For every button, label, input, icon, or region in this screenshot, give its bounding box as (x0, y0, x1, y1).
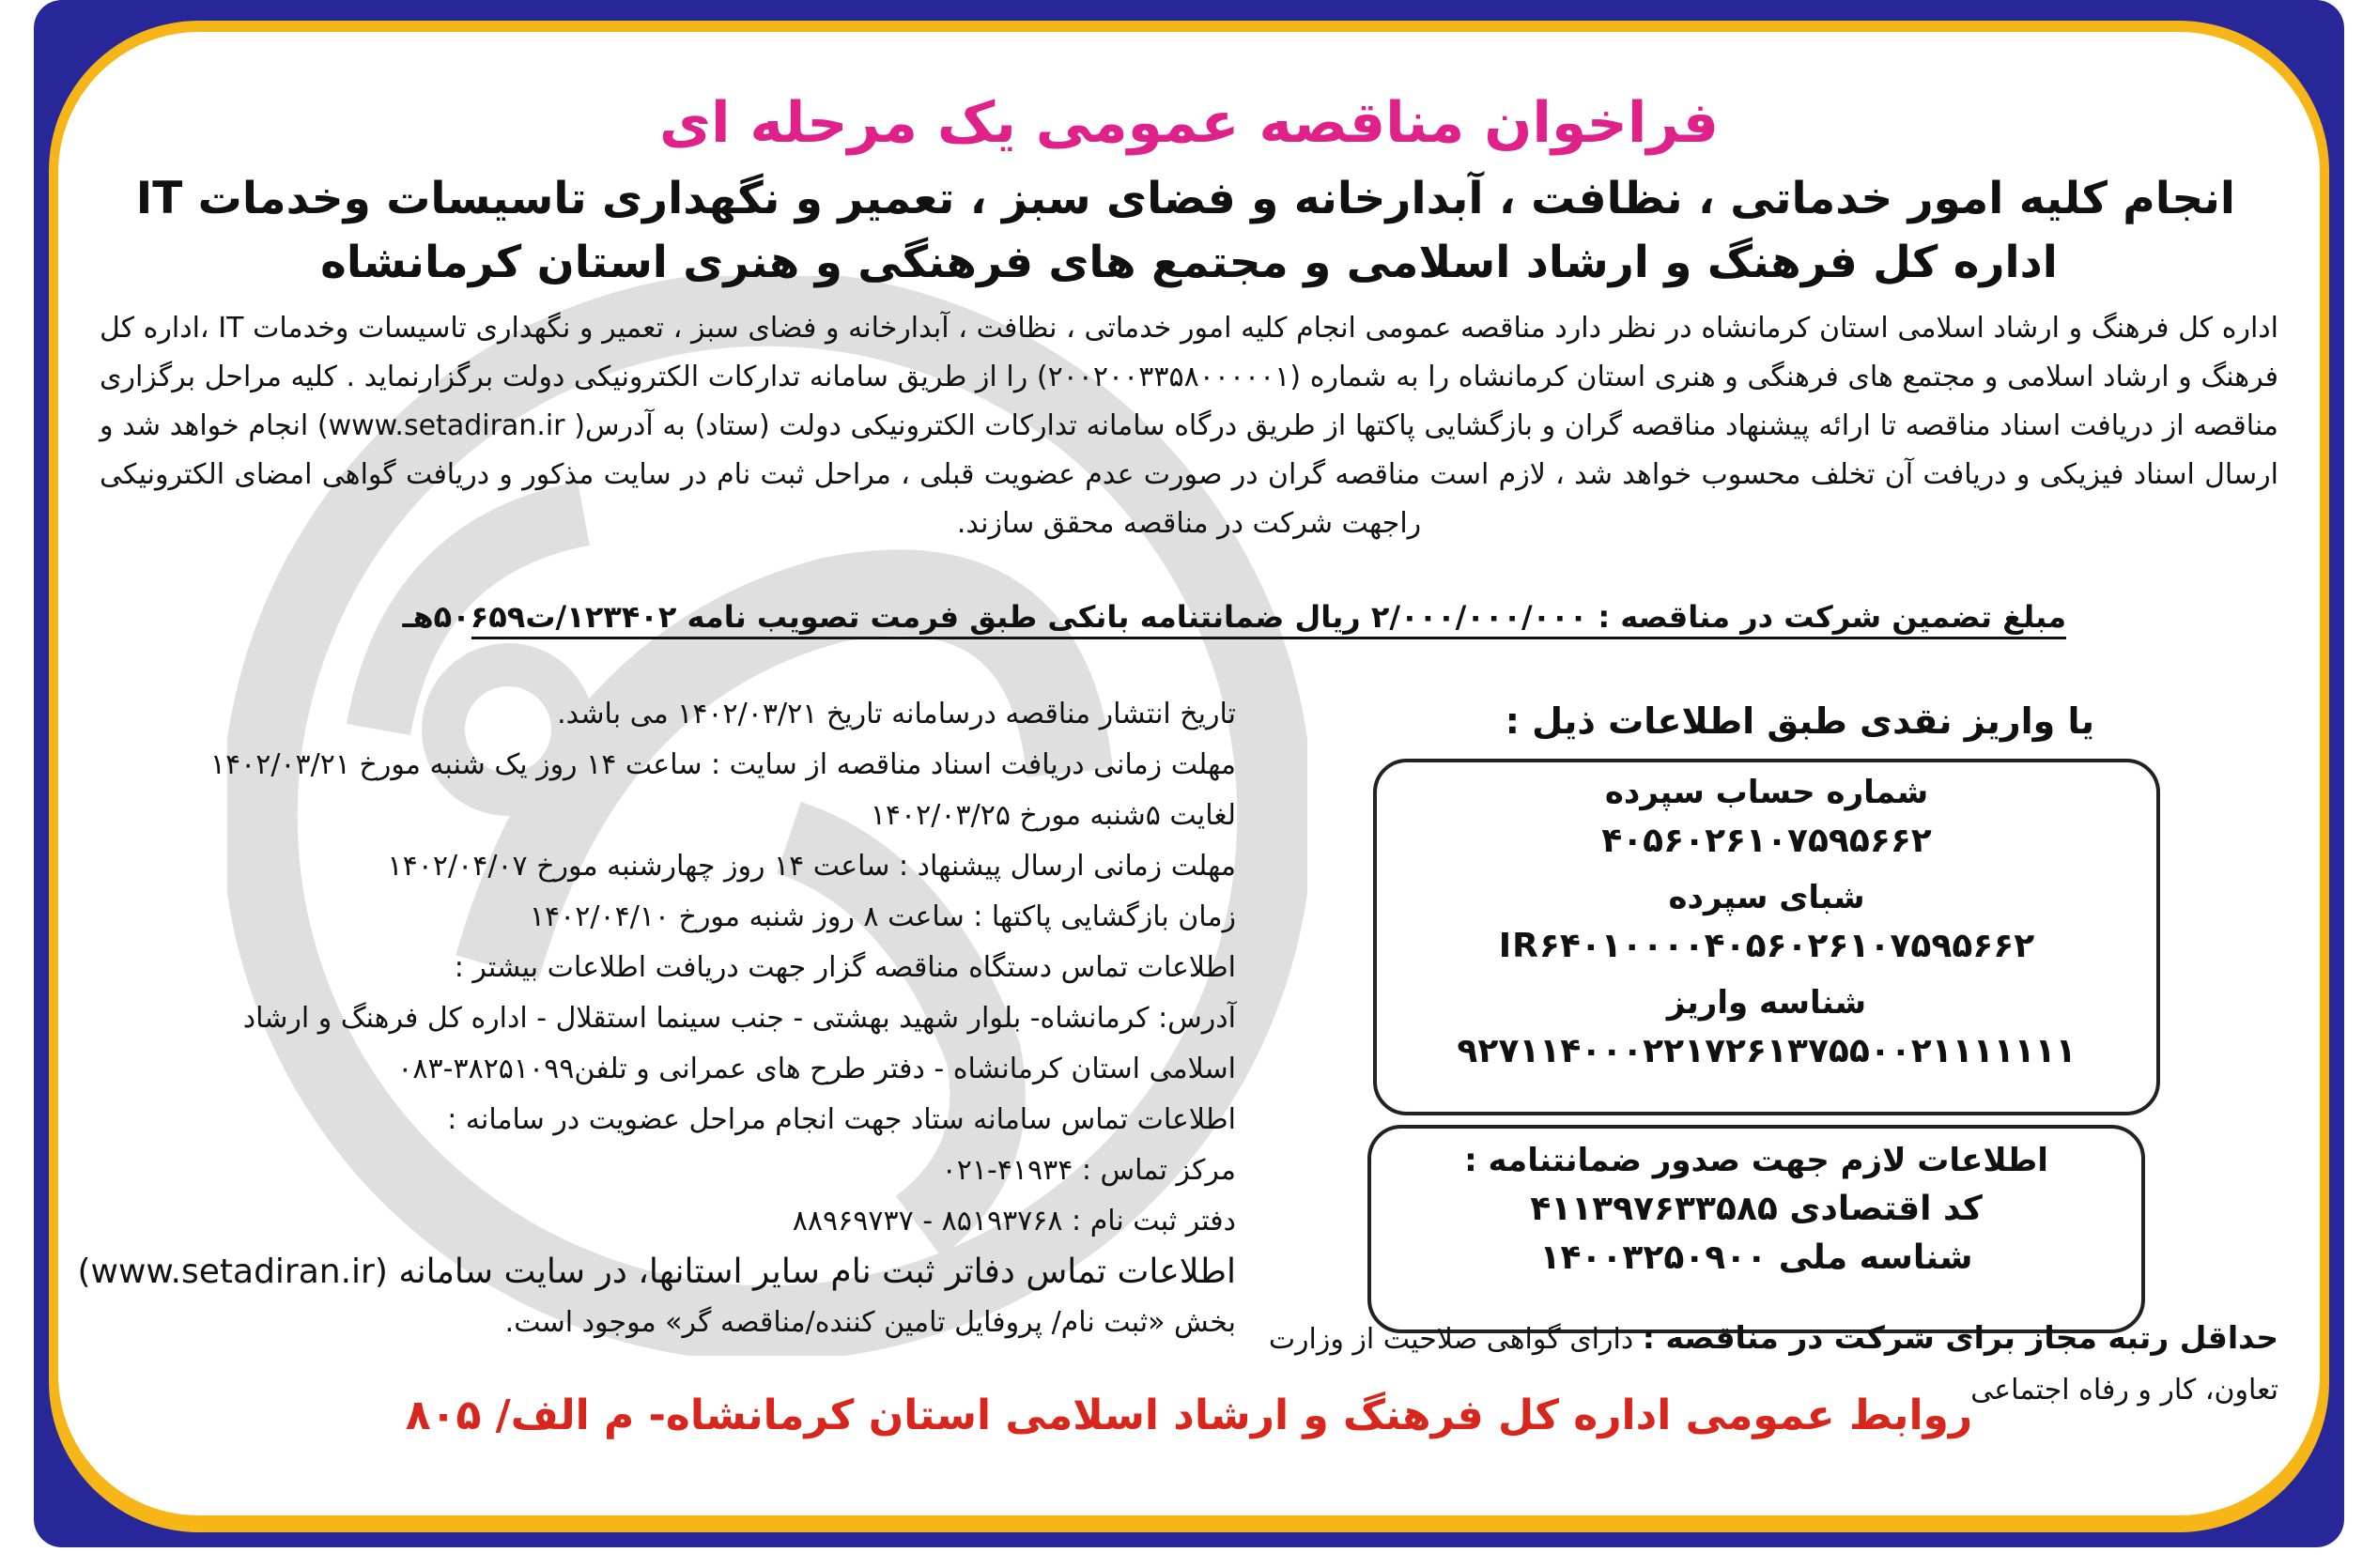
profile-section-note: بخش «ثبت نام/ پروفایل تامین کننده/مناقصه گر» موجود است. (504, 1306, 1236, 1339)
document-deadline: مهلت زمانی دریافت اسناد مناقصه از سایت : ساعت ۱۴ روز یک شنبه مورخ ۱۴۰۲/۰۳/۲۱ (209, 748, 1236, 781)
guarantee-info-title: اطلاعات لازم جهت صدور ضمانتنامه : (1464, 1142, 2048, 1179)
contact-heading: اطلاعات تماس دستگاه مناقصه گزار جهت دریافت اطلاعات بیشتر : (454, 951, 1236, 984)
guarantee-info-box (1367, 1125, 2145, 1333)
provinces-offices-info: اطلاعات تماس دفاتر ثبت نام سایر استانها، در سایت سامانه (www.setadiran.ir) (77, 1253, 1236, 1291)
address-line-1: آدرس: کرمانشاه- بلوار شهید بهشتی - جنب سینما استقلال - اداره کل فرهنگ و ارشاد (242, 1002, 1236, 1035)
sheba-number: IR۶۴۰۱۰۰۰۰۴۰۵۶۰۲۶۱۰۷۵۹۵۶۶۲ (1498, 927, 2035, 965)
address-line-2: اسلامی استان کرمانشاه - دفتر طرح های عمرانی و تلفن۳۸۲۵۱۰۹۹-۰۸۳ (397, 1053, 1236, 1085)
tender-description: اداره کل فرهنگ و ارشاد اسلامی استان کرمانشاه در نظر دارد مناقصه عمومی انجام کلیه امور خدماتی ، نظافت ، آبدارخانه و فضای سبز ، تعمیر و نگهداری تاسیسات وخدمات IT ،اداره کل فرهنگ و ارشاد اسلامی و مجتمع های فرهنگی و هنری استان کرمانشاه را به شماره (۲۰۰۲۰۰۳۳۵۸۰۰۰۰۰۱) را از طریق سامانه تدارکات الکترونیکی دولت برگزارنماید . کلیه مراحل برگزاری مناقصه از دریافت اسناد مناقصه تا ارائه پیشنهاد مناقصه گران و بازگشایی پاکتها از طریق درگاه سامانه تدارکات الکترونیکی دولت (ستاد) به آدرس( www.setadiran.ir) انجام خواهد شد و ارسال اسناد فیزیکی و دریافت آن تخلف محسوب خواهد شد ، لازم است مناقصه گران در صورت عدم عضویت قبلی ، مراحل ثبت نام در سایت مذکور و دریافت گواهی امضای الکترونیکی راجهت شرکت در مناقصه محقق سازند. (100, 312, 2279, 540)
announcement-subtitle-services: انجام کلیه امور خدماتی ، نظافت ، آبدارخانه و فضای سبز ، تعمیر و نگهداری تاسیسات وخدمات IT (135, 173, 2235, 224)
announcement-panel (58, 32, 2320, 1515)
guarantee-amount: مبلغ تضمین شرکت در مناقصه : ۲/۰۰۰/۰۰۰/۰۰۰ ریال ضمانتنامه بانکی طبق فرمت تصویب نامه ۱۲۳۴۰۲/ت۵۰۶۵۹هـ (471, 599, 2066, 639)
registration-office: دفتر ثبت نام : ۸۵۱۹۳۷۶۸ - ۸۸۹۶۹۷۳۷ (792, 1205, 1236, 1237)
national-id: شناسه ملی ۱۴۰۰۳۲۵۰۹۰۰ (1539, 1238, 1973, 1277)
call-center: مرکز تماس : ۴۱۹۳۴-۰۲۱ (941, 1154, 1236, 1187)
publish-date: تاریخ انتشار مناقصه درسامانه تاریخ ۱۴۰۲/۰۳/۲۱ می باشد. (557, 698, 1236, 730)
deposit-title: یا واریز نقدی طبق اطلاعات ذیل : (1505, 700, 2094, 742)
sheba-label: شبای سپرده (1668, 879, 1865, 916)
deposit-id-label: شناسه واریز (1666, 984, 1867, 1022)
rank-label: حداقل رتبه مجاز برای شرکت در مناقصه : (1642, 1319, 2278, 1356)
opening-time: زمان بازگشایی پاکتها : ساعت ۸ روز شنبه مورخ ۱۴۰۲/۰۴/۱۰ (529, 900, 1236, 933)
submission-deadline: مهلت زمانی ارسال پیشنهاد : ساعت ۱۴ روز چهارشنبه مورخ ۱۴۰۲/۰۴/۰۷ (387, 850, 1236, 883)
schedule-contacts (77, 689, 1236, 1348)
deposit-account-box (1373, 759, 2160, 1115)
economic-code: کد اقتصادی ۴۱۱۳۹۷۶۳۳۵۸۵ (1530, 1190, 1983, 1228)
announcement-title: فراخوان مناقصه عمومی یک مرحله ای (658, 90, 1720, 156)
account-label: شماره حساب سپرده (1604, 774, 1929, 811)
account-number: ۴۰۵۶۰۲۶۱۰۷۵۹۵۶۶۲ (1601, 822, 1932, 860)
public-relations-footer: روابط عمومی اداره کل فرهنگ و ارشاد اسلامی استان کرمانشاه- م الف/ ۸۰۵ (405, 1391, 1973, 1439)
setad-contact-heading: اطلاعات تماس سامانه ستاد جهت انجام مراحل عضویت در سامانه : (447, 1103, 1236, 1136)
document-deadline-end: لغایت ۵شنبه مورخ ۱۴۰۲/۰۳/۲۵ (870, 799, 1236, 832)
announcement-subtitle-organization: اداره کل فرهنگ و ارشاد اسلامی و مجتمع های فرهنگی و هنری استان کرمانشاه (320, 237, 2058, 288)
rank-text: دارای گواهی صلاحیت از وزارت تعاون، کار و رفاه اجتماعی (1268, 1323, 2278, 1407)
deposit-id-number: ۹۲۷۱۱۴۰۰۰۲۲۱۷۲۶۱۳۷۵۵۰۰۲۱۱۱۱۱۱۱ (1457, 1032, 2077, 1070)
